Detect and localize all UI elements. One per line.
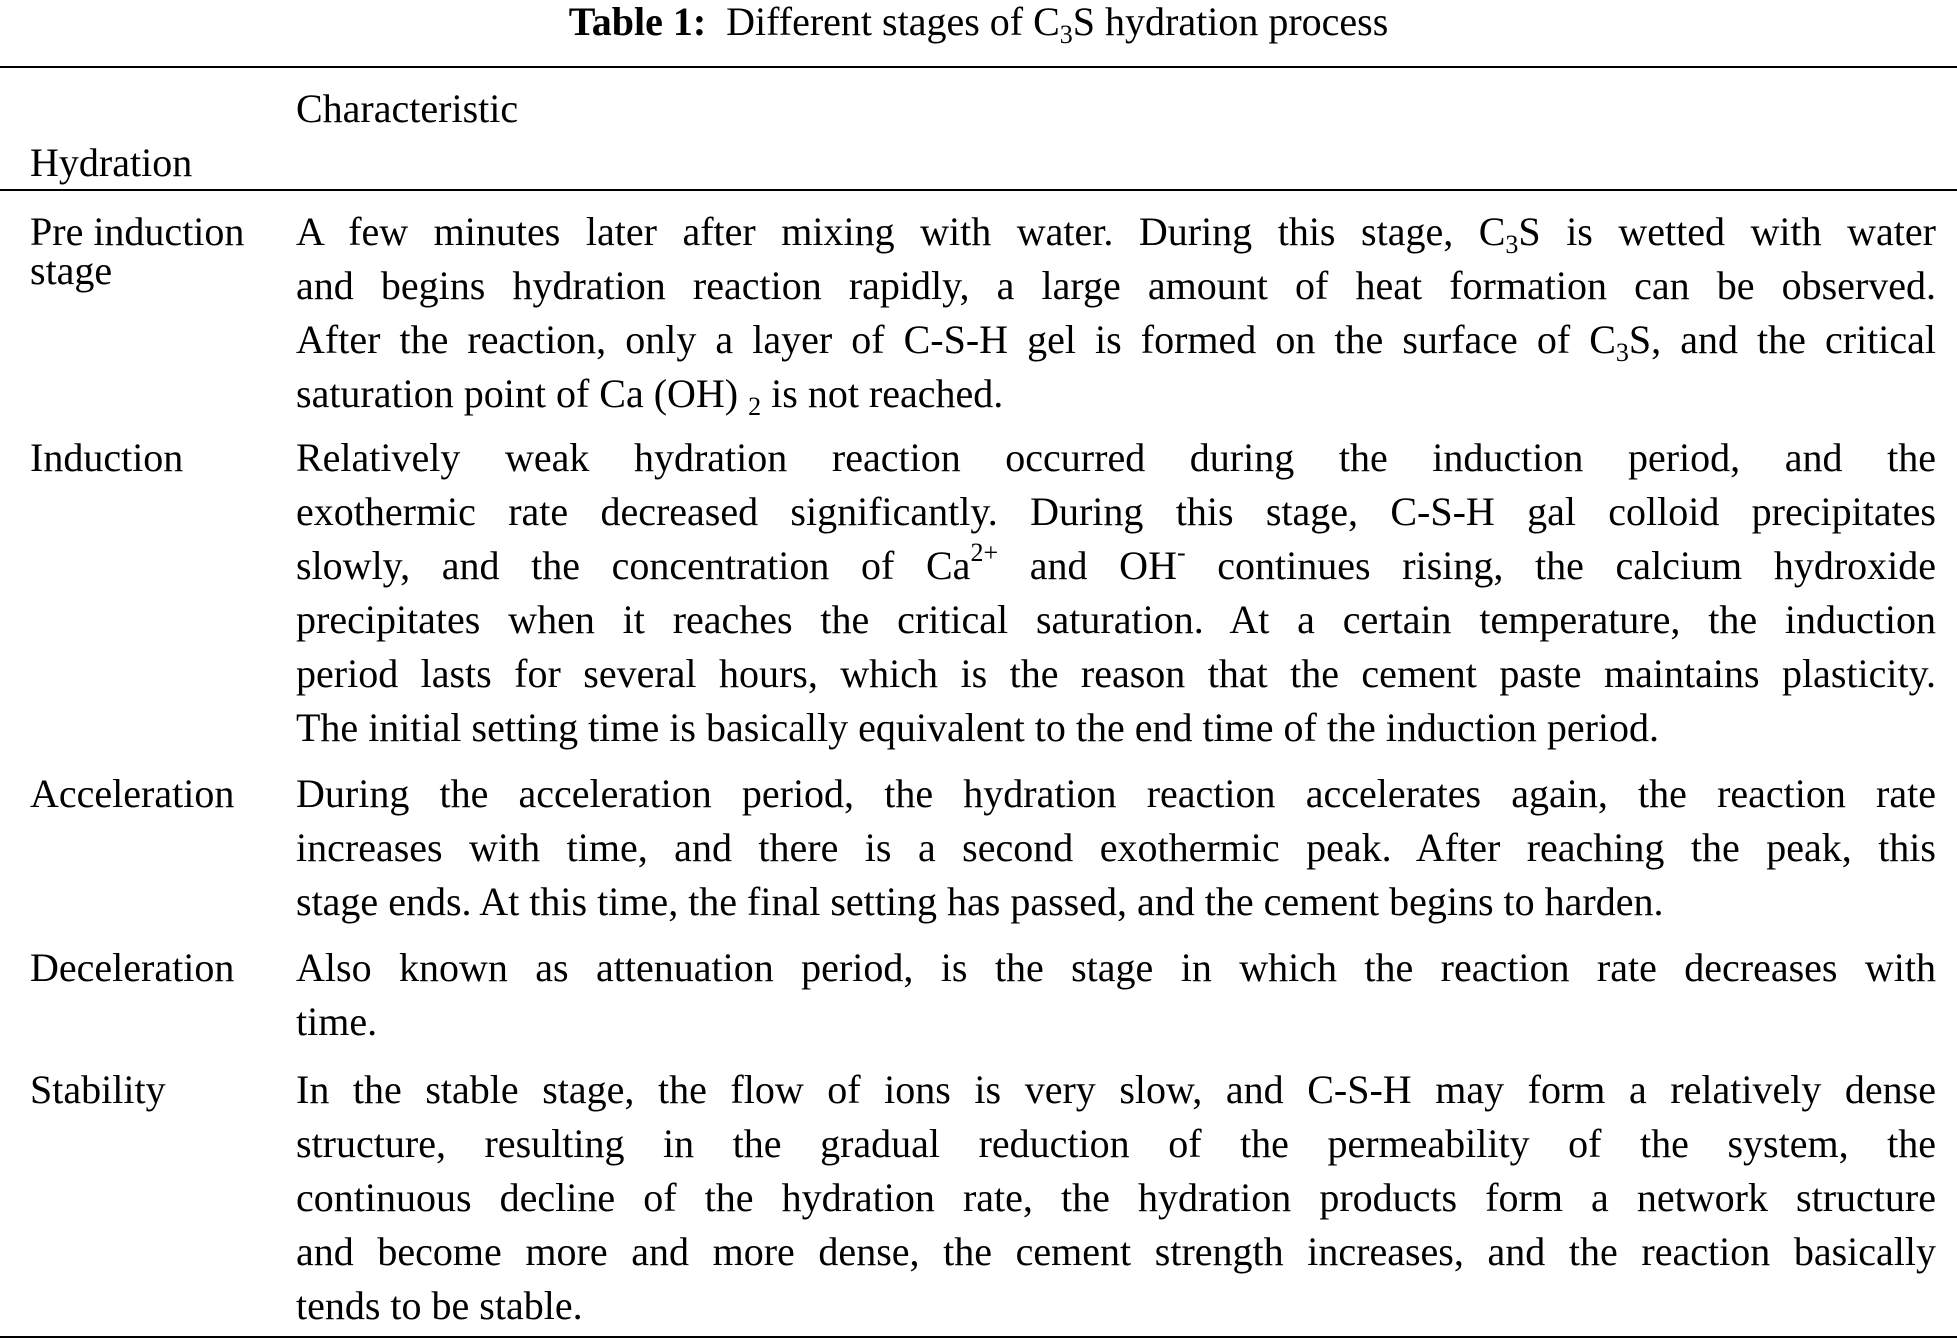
table-cell-stage: Acceleration [30,771,235,816]
caption-text-part: S hydration process [1072,0,1389,44]
text-run: Relatively weak hydration reaction occurred during the induction period, and the [296,435,1936,480]
text-run: increases with time, and there is a second exothermic peak. After reaching the peak, this [296,825,1936,870]
table-caption [0,0,1957,49]
table-bottom-rule [0,1336,1957,1338]
table-top-rule [0,66,1957,68]
table-caption-label: Table 1: [568,0,707,44]
text-run: precipitates when it reaches the critical saturation. At a certain temperature, the induction [296,597,1936,642]
header-stage-line: stage [30,248,113,293]
text-run: saturation point of Ca (OH) [296,371,749,416]
table-header-rule [0,189,1957,191]
superscript: 2+ [970,538,999,567]
table-cell-characteristic [296,1063,1936,1333]
table-cell-characteristic [296,767,1936,929]
characteristic-line [296,431,1936,485]
characteristic-line [296,647,1936,701]
characteristic-line [296,539,1936,593]
characteristic-line [296,995,1936,1049]
characteristic-line [296,205,1936,259]
text-run: The initial setting time is basically equivalent to the end time of the induction period. [296,705,1660,750]
text-run: In the stable stage, the flow of ions is very slow, and C-S-H may form a relatively dense [296,1067,1936,1112]
characteristic-line [296,1063,1936,1117]
characteristic-line [296,485,1936,539]
characteristic-line [296,1225,1936,1279]
table-caption-text [726,0,1389,49]
text-run: and OH [998,543,1177,588]
characteristic-line [296,941,1936,995]
text-run: tends to be stable. [296,1283,583,1328]
text-run: structure, resulting in the gradual reduction of the permeability of the system, the [296,1121,1936,1166]
text-run: A few minutes later after mixing with water. During this stage, C [296,209,1506,254]
text-run: During the acceleration period, the hydration reaction accelerates again, the reaction rate [296,771,1936,816]
characteristic-line [296,1117,1936,1171]
header-stage-line: Hydration [30,140,193,185]
subscript: 3 [1505,230,1519,259]
text-run: exothermic rate decreased significantly. During this stage, C-S-H gal colloid precipitates [296,489,1936,534]
characteristic-line [296,1171,1936,1225]
table-cell-characteristic [296,205,1936,421]
header-characteristic: Characteristic [296,86,519,131]
text-run: and become more and more dense, the cement strength increases, and the reaction basically [296,1229,1936,1274]
text-run: and begins hydration reaction rapidly, a large amount of heat formation can be observed. [296,263,1936,308]
text-run: continues rising, the calcium hydroxide [1185,543,1937,588]
subscript: 2 [748,392,762,421]
text-run: period lasts for several hours, which is the reason that the cement paste maintains plasticity. [296,651,1936,696]
characteristic-line [296,313,1936,367]
characteristic-line [296,767,1936,821]
text-run: is not reached. [761,371,1004,416]
table-cell-stage: Induction [30,435,184,480]
table-cell-characteristic [296,431,1936,755]
caption-text-part: Different stages of C [726,0,1060,44]
caption-subscript: 3 [1059,20,1073,49]
characteristic-line [296,821,1936,875]
characteristic-line [296,367,1936,421]
characteristic-line [296,875,1936,929]
characteristic-line [296,1279,1936,1333]
superscript: - [1176,538,1186,567]
subscript: 3 [1615,338,1629,367]
table-cell-stage: Deceleration [30,945,235,990]
text-run: S is wetted with water [1518,209,1936,254]
text-run: slowly, and the concentration of Ca [296,543,971,588]
text-run: After the reaction, only a layer of C-S-H gel is formed on the surface of C [296,317,1616,362]
characteristic-line [296,593,1936,647]
text-run: continuous decline of the hydration rate, the hydration products form a network structure [296,1175,1936,1220]
characteristic-line [296,259,1936,313]
characteristic-line [296,701,1936,755]
table-cell-stage: Stability [30,1067,166,1112]
text-run: stage ends. At this time, the final setting has passed, and the cement begins to harden. [296,879,1664,924]
text-run: time. [296,999,378,1044]
text-run: Also known as attenuation period, is the stage in which the reaction rate decreases with [296,945,1936,990]
text-run: S, and the critical [1628,317,1936,362]
table-cell-characteristic [296,941,1936,1049]
table-cell-stage: Pre induction [30,209,245,254]
